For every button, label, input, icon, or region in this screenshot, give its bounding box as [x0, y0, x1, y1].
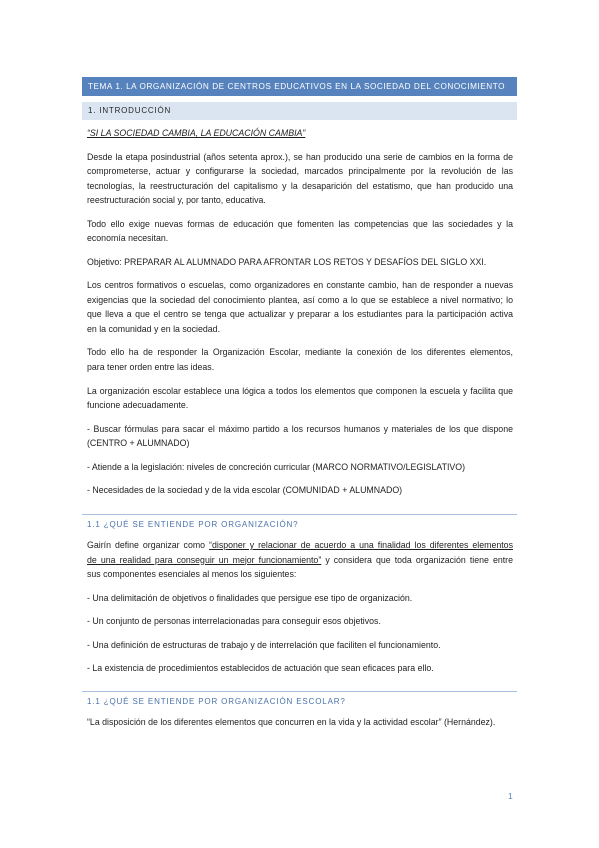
- text-line: [87, 538, 513, 553]
- paragraph-context: [87, 150, 513, 208]
- objective-text: Objetivo: PREPARAR AL ALUMNADO PARA AFRONTAR LOS RETOS Y DESAFÍOS DEL SIGLO XXI.: [87, 256, 487, 267]
- paragraph-schools: [87, 278, 513, 336]
- text-line: - Una definición de estructuras de trabajo y de interrelación que faciliten el funcionamiento.: [87, 639, 441, 650]
- text-line: tecnologías, la reestructuración del capitalismo y la desaparición del estatismo, que han producido una: [87, 180, 513, 191]
- text-line: economía necesitan.: [87, 233, 169, 244]
- motto-quote: [87, 126, 513, 141]
- list-item: [87, 422, 513, 451]
- text-line: Todo ello exige nuevas formas de educación que fomenten las competencias que las sociedades y la: [87, 218, 513, 229]
- text-line: reestructuración social y, por tanto, educativa.: [87, 195, 266, 206]
- section-body-organizacion-escolar: [87, 715, 513, 739]
- text-line: Los centros formativos o escuelas, como organizadores en constante cambio, han de responder a nuevas: [87, 280, 513, 291]
- text-line: - La existencia de procedimientos establecidos de actuación que sean eficaces para ello.: [87, 663, 434, 674]
- motto-quote-text: “SI LA SOCIEDAD CAMBIA, LA EDUCACIÓN CAMBIA”: [87, 128, 306, 138]
- section-body-organizacion: [87, 538, 513, 685]
- section-body-introduccion: [87, 126, 513, 507]
- text-line: (CENTRO + ALUMNADO): [87, 438, 190, 449]
- definition-quote-part2: de una realidad para conseguir un mejor funcionamiento”: [87, 554, 322, 565]
- definition-quote-part1: “disponer y relacionar de acuerdo a una finalidad los diferentes elementos: [209, 540, 513, 550]
- paragraph-school-organization: [87, 345, 513, 374]
- text-line: - Atiende a la legislación: niveles de concreción curricular (MARCO NORMATIVO/LEGISLATIVO): [87, 461, 466, 472]
- list-item: [87, 460, 513, 475]
- chapter-title-bar: [82, 77, 517, 96]
- list-item: [87, 591, 513, 606]
- text-line: - Necesidades de la sociedad y de la vida escolar (COMUNIDAD + ALUMNADO): [87, 485, 403, 496]
- text-line: “La disposición de los diferentes elementos que concurren en la vida y la actividad escolar” (Hernández).: [87, 717, 496, 727]
- text-line: en la comunidad y en la sociedad.: [87, 323, 221, 334]
- text-line: - Un conjunto de personas interrelacionadas para conseguir esos objetivos.: [87, 616, 381, 627]
- list-item: [87, 614, 513, 629]
- subsection-title-organizacion: 1.1 ¿QUÉ SE ENTIENDE POR ORGANIZACIÓN?: [87, 520, 299, 529]
- text-line: La organización escolar establece una lógica a todos los elementos que componen la escuela y facilita que: [87, 385, 513, 396]
- section-title-introduccion: 1. INTRODUCCIÓN: [88, 106, 172, 115]
- definition-lead: Gairín define organizar como: [87, 540, 206, 550]
- text-line: - Buscar fórmulas para sacar el máximo partido a los recursos humanos y materiales de los que dispone: [87, 423, 513, 434]
- chapter-title: TEMA 1. LA ORGANIZACIÓN DE CENTROS EDUCATIVOS EN LA SOCIEDAD DEL CONOCIMIENTO: [88, 82, 506, 91]
- paragraph-logic: [87, 384, 513, 413]
- text-line: sus componentes esenciales al menos los siguientes:: [87, 569, 297, 579]
- paragraph-new-education: [87, 217, 513, 246]
- paragraph-gairin-definition: [87, 538, 513, 582]
- list-item: [87, 483, 513, 498]
- text-line: para tener orden entre las ideas.: [87, 361, 215, 372]
- definition-rest: y considera que toda organización tiene entre: [325, 554, 513, 565]
- subsection-divider-organizacion: [82, 514, 517, 532]
- text-line: Desde la etapa posindustrial (años setenta aprox.), se han producido una serie de cambios en la forma de: [87, 151, 513, 162]
- subsection-divider-organizacion-escolar: [82, 691, 517, 709]
- paragraph-hernandez-quote: [87, 715, 513, 730]
- paragraph-objective: [87, 255, 513, 270]
- text-line: exigencias que la sociedad del conocimiento plantea, así como a lo que se establece a nivel normativo; lo: [87, 294, 513, 305]
- list-item: [87, 661, 513, 676]
- text-line: que lleva a que el centro se tenga que actualizar y preparar a los estudiantes para la participación activa: [87, 309, 513, 320]
- text-line: comprometerse, actuar y configurarse la sociedad, marcados principalmente por la revolución de las: [87, 166, 513, 177]
- page-number: 1: [508, 791, 513, 801]
- text-line: [87, 553, 513, 568]
- subsection-title-organizacion-escolar: 1.1 ¿QUÉ SE ENTIENDE POR ORGANIZACIÓN ESCOLAR?: [87, 697, 346, 706]
- text-line: - Una delimitación de objetivos o finalidades que persigue ese tipo de organización.: [87, 592, 413, 603]
- list-item: [87, 638, 513, 653]
- text-line: Todo ello ha de responder la Organización Escolar, mediante la conexión de los diferentes elementos,: [87, 347, 513, 358]
- section-heading-bar: [82, 102, 517, 120]
- text-line: funcione adecuadamente.: [87, 400, 189, 411]
